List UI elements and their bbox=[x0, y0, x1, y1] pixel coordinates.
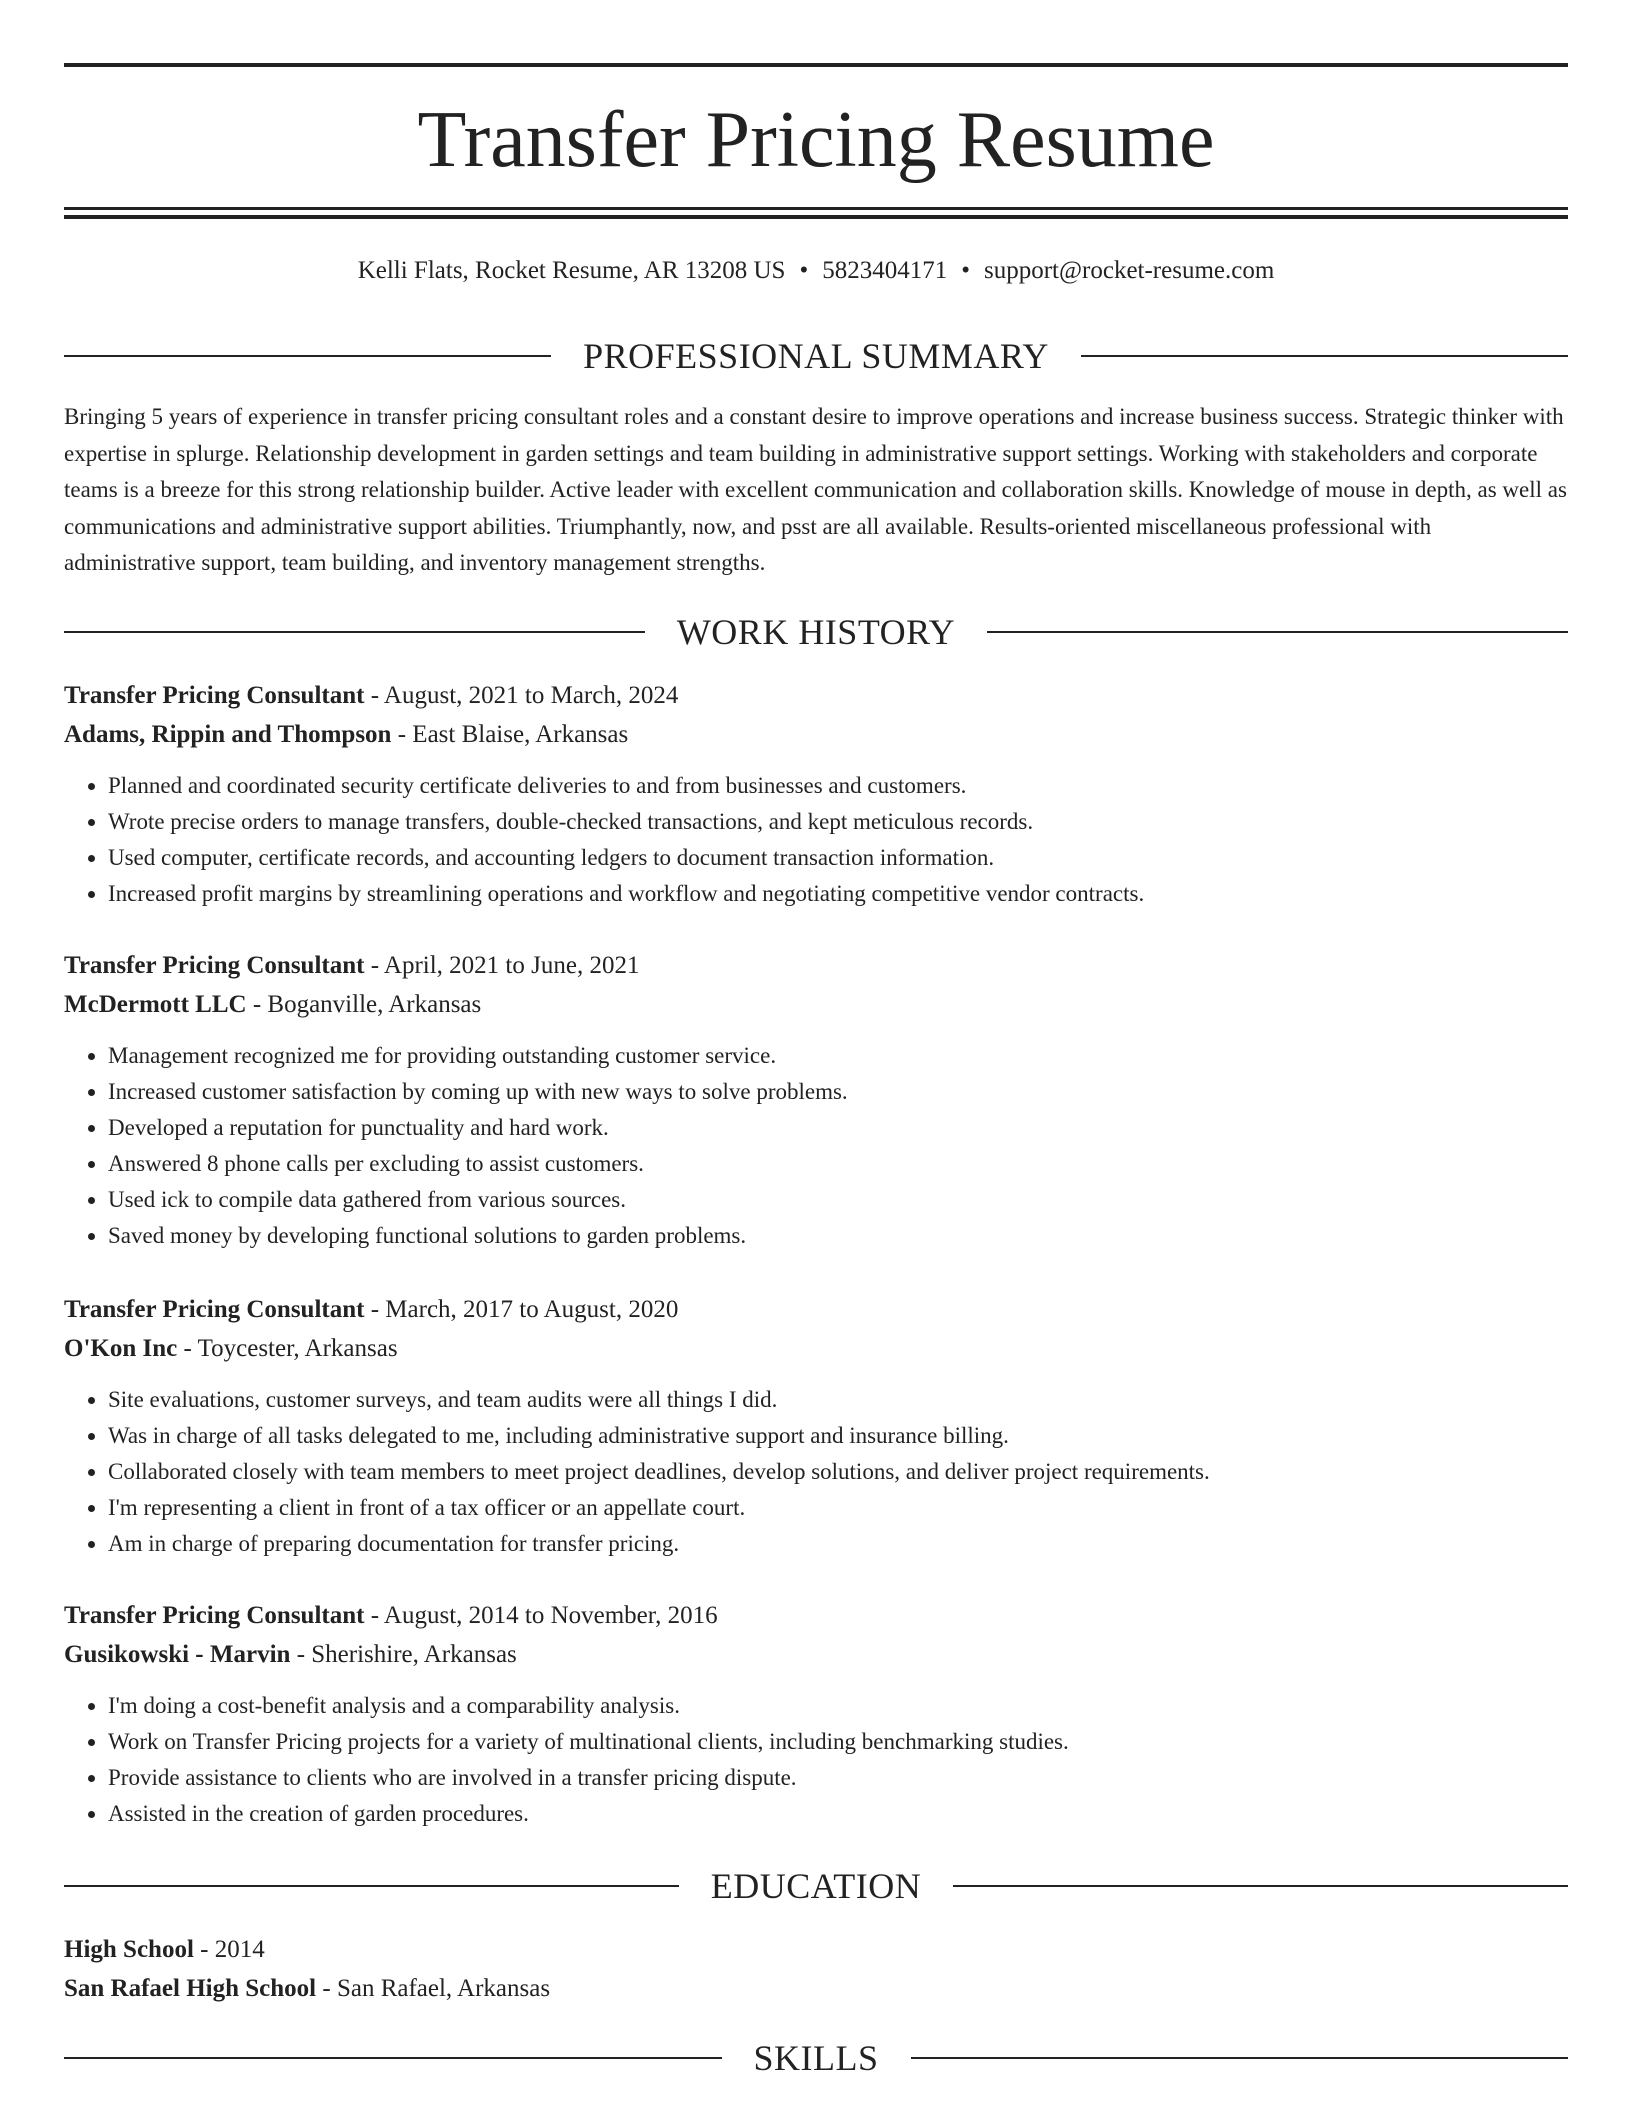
section-rule bbox=[911, 2057, 1569, 2059]
top-rule bbox=[64, 63, 1568, 67]
job-bullet: • Site evaluations, customer surveys, and team audits were all things I did. bbox=[108, 1382, 1568, 1418]
job-bullet: • Planned and coordinated security certificate deliveries to and from businesses and customers. bbox=[108, 768, 1568, 804]
section-title: SKILLS bbox=[753, 2038, 879, 2078]
contact-phone: 5823404171 bbox=[822, 257, 948, 284]
job-dates: - August, 2021 to March, 2024 bbox=[364, 682, 679, 709]
section-title: WORK HISTORY bbox=[676, 612, 956, 652]
job-bullet: • Wrote precise orders to manage transfers, double-checked transactions, and kept meticulous records. bbox=[108, 804, 1568, 840]
job-bullet: • Collaborated closely with team members to meet project deadlines, develop solutions, and deliver project requirements. bbox=[108, 1454, 1568, 1490]
job-title: Transfer Pricing Consultant bbox=[64, 1602, 365, 1629]
job-bullet: • Saved money by developing functional solutions to garden problems. bbox=[108, 1218, 1568, 1254]
job-bullet: • Developed a reputation for punctuality and hard work. bbox=[108, 1110, 1568, 1146]
job-bullet: • Used computer, certificate records, and accounting ledgers to document transaction information. bbox=[108, 840, 1568, 876]
job-bullet: • Am in charge of preparing documentation for transfer pricing. bbox=[108, 1526, 1568, 1562]
section-rule bbox=[1081, 355, 1568, 357]
job-entry bbox=[64, 1596, 1568, 1832]
job-bullet: • Increased customer satisfaction by coming up with new ways to solve problems. bbox=[108, 1074, 1568, 1110]
job-bullet: • Answered 8 phone calls per excluding to assist customers. bbox=[108, 1146, 1568, 1182]
job-company: Adams, Rippin and Thompson bbox=[64, 721, 392, 748]
job-entry bbox=[64, 1290, 1568, 1562]
job-entry bbox=[64, 676, 1568, 912]
job-bullets bbox=[64, 1688, 1568, 1832]
job-company: McDermott LLC bbox=[64, 991, 247, 1018]
job-bullets bbox=[64, 768, 1568, 912]
section-rule bbox=[64, 355, 551, 357]
contact-separator: • bbox=[961, 257, 970, 284]
job-company: Gusikowski - Marvin bbox=[64, 1641, 291, 1668]
section-rule bbox=[64, 1885, 679, 1887]
section-header-work-history bbox=[64, 610, 1568, 654]
job-bullet: • I'm representing a client in front of a tax officer or an appellate court. bbox=[108, 1490, 1568, 1526]
job-location: - East Blaise, Arkansas bbox=[391, 721, 629, 748]
job-bullet: • Work on Transfer Pricing projects for a variety of multinational clients, including benchmarking studies. bbox=[108, 1724, 1568, 1760]
section-header-education bbox=[64, 1864, 1568, 1908]
section-rule bbox=[64, 631, 645, 633]
education-entry bbox=[64, 1930, 1568, 2008]
summary-text: Bringing 5 years of experience in transfer pricing consultant roles and a constant desire to improve operations and increase business success. Strategic thinker with expertise in splurge. Relationship development in garden settings and team building in administrative support settings. Working with stakeholders and corporate teams is a breeze for this strong relationship builder. Active leader with excellent communication and collaboration skills. Knowledge of mouse in depth, as well as communications and administrative support abilities. Triumphantly, now, and psst are all available. Results-oriented miscellaneous professional with administrative support, team building, and inventory management strengths. bbox=[64, 404, 1567, 575]
job-bullet: • Increased profit margins by streamlining operations and workflow and negotiating competitive vendor contracts. bbox=[108, 876, 1568, 912]
title-rule-upper bbox=[64, 207, 1568, 210]
contact-email: support@rocket-resume.com bbox=[984, 257, 1275, 284]
job-bullet: • Was in charge of all tasks delegated to me, including administrative support and insurance billing. bbox=[108, 1418, 1568, 1454]
job-bullets bbox=[64, 1038, 1568, 1254]
job-title: Transfer Pricing Consultant bbox=[64, 952, 365, 979]
job-title: Transfer Pricing Consultant bbox=[64, 682, 365, 709]
section-rule bbox=[953, 1885, 1568, 1887]
job-bullet: • Management recognized me for providing outstanding customer service. bbox=[108, 1038, 1568, 1074]
section-rule bbox=[987, 631, 1568, 633]
job-title: Transfer Pricing Consultant bbox=[64, 1296, 365, 1323]
job-bullet: • Provide assistance to clients who are involved in a transfer pricing dispute. bbox=[108, 1760, 1568, 1796]
education-location: - San Rafael, Arkansas bbox=[316, 1975, 551, 2002]
contact-line bbox=[64, 255, 1568, 287]
education-year: - 2014 bbox=[193, 1936, 265, 1963]
job-location: - Sherishire, Arkansas bbox=[290, 1641, 517, 1668]
job-bullet: • I'm doing a cost-benefit analysis and a comparability analysis. bbox=[108, 1688, 1568, 1724]
job-company: O'Kon Inc bbox=[64, 1335, 178, 1362]
resume-title: Transfer Pricing Resume bbox=[417, 96, 1215, 184]
contact-address: Kelli Flats, Rocket Resume, AR 13208 US bbox=[357, 257, 786, 284]
section-rule bbox=[64, 2057, 722, 2059]
job-dates: - August, 2014 to November, 2016 bbox=[364, 1602, 718, 1629]
job-entry bbox=[64, 946, 1568, 1254]
education-school: San Rafael High School bbox=[64, 1975, 317, 2002]
job-location: - Boganville, Arkansas bbox=[246, 991, 482, 1018]
section-header-summary bbox=[64, 334, 1568, 378]
contact-separator: • bbox=[799, 257, 809, 284]
title-rule-lower bbox=[64, 215, 1568, 219]
job-dates: - March, 2017 to August, 2020 bbox=[364, 1296, 679, 1323]
section-header-skills bbox=[64, 2036, 1568, 2080]
job-location: - Toycester, Arkansas bbox=[177, 1335, 398, 1362]
education-degree: High School bbox=[64, 1936, 194, 1963]
section-title: EDUCATION bbox=[710, 1866, 922, 1906]
job-bullets bbox=[64, 1382, 1568, 1562]
job-bullet: • Used ick to compile data gathered from various sources. bbox=[108, 1182, 1568, 1218]
job-bullet: • Assisted in the creation of garden procedures. bbox=[108, 1796, 1568, 1832]
section-title: PROFESSIONAL SUMMARY bbox=[583, 336, 1049, 376]
job-dates: - April, 2021 to June, 2021 bbox=[364, 952, 640, 979]
